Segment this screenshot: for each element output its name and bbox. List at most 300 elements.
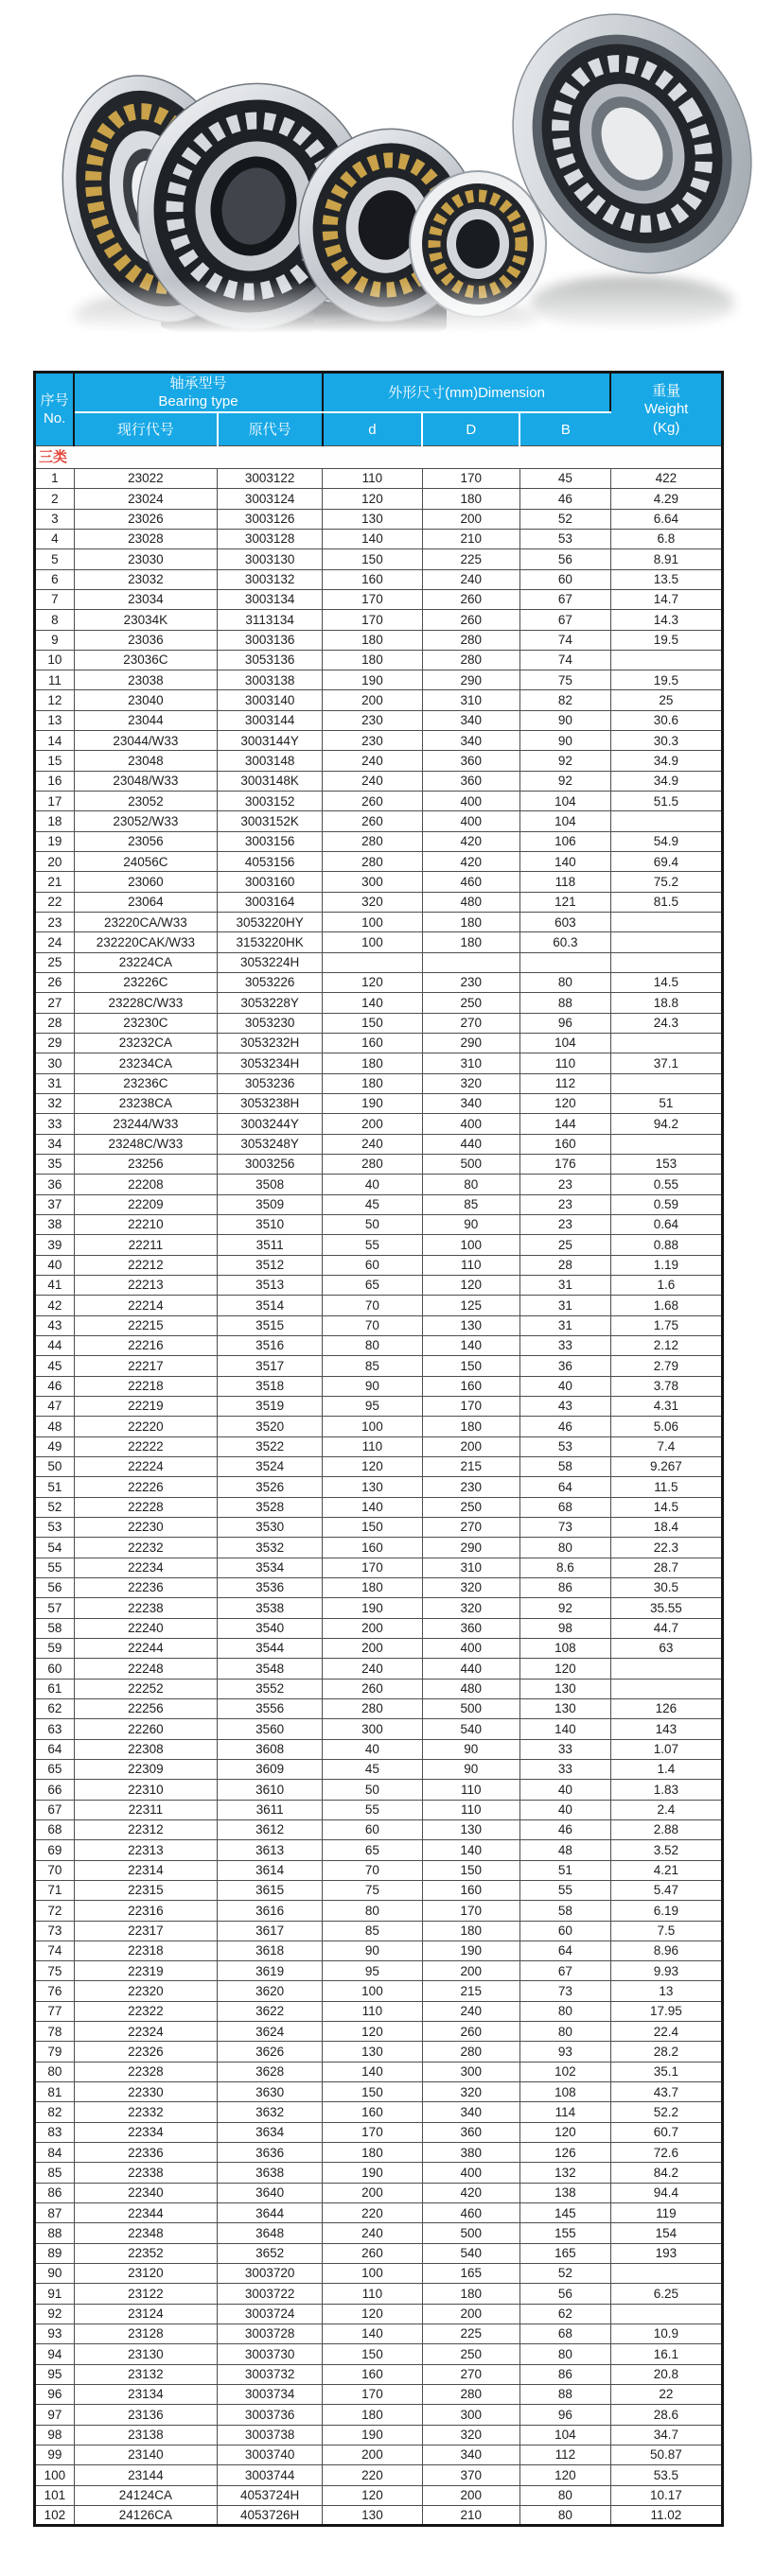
cell-D: 400 [422,2163,519,2183]
cell-no: 22 [35,892,75,912]
cell-B: 25 [519,1235,610,1255]
cell-no: 64 [35,1739,75,1759]
cell-current-code: 23040 [74,690,217,710]
cell-weight: 1.4 [610,1759,722,1779]
bearings-photo-illustration [0,0,757,333]
cell-d: 230 [323,710,422,730]
cell-original-code: 3003736 [218,2405,323,2425]
cell-original-code: 3511 [218,1235,323,1255]
cell-B: 82 [519,690,610,710]
cell-current-code: 23038 [74,670,217,690]
cell-original-code: 3634 [218,2122,323,2142]
cell-d: 220 [323,2203,422,2223]
cell-d: 180 [323,630,422,650]
cell-B: 80 [519,2485,610,2505]
table-row [35,2203,723,2223]
cell-weight: 19.5 [610,630,722,650]
cell-current-code: 22236 [74,1577,217,1597]
cell-no: 16 [35,771,75,791]
cell-weight: 30.5 [610,1577,722,1597]
cell-D: 130 [422,1315,519,1335]
cell-weight: 14.5 [610,973,722,993]
cell-original-code: 3510 [218,1215,323,1235]
cell-original-code: 3003730 [218,2344,323,2364]
table-row [35,771,723,791]
cell-d [323,952,422,972]
cell-original-code: 3003144 [218,710,323,730]
cell-B: 74 [519,630,610,650]
cell-D: 340 [422,1094,519,1114]
cell-weight: 28.6 [610,2405,722,2425]
cell-d: 65 [323,1276,422,1296]
cell-d: 85 [323,1356,422,1376]
cell-weight: 8.96 [610,1941,722,1960]
cell-current-code: 22330 [74,2082,217,2102]
table-row [35,1417,723,1436]
cell-no: 43 [35,1315,75,1335]
cell-current-code: 23048 [74,751,217,771]
cell-no: 86 [35,2183,75,2202]
cell-weight: 30.6 [610,710,722,730]
header-dimension [323,373,611,413]
cell-weight [610,1134,722,1154]
cell-D: 300 [422,2405,519,2425]
cell-no: 30 [35,1053,75,1073]
cell-current-code: 23138 [74,2425,217,2445]
cell-original-code: 3556 [218,1698,323,1718]
cell-d: 100 [323,913,422,932]
cell-D: 170 [422,1901,519,1921]
cell-original-code: 3516 [218,1335,323,1355]
cell-weight: 75.2 [610,872,722,892]
cell-weight: 37.1 [610,1053,722,1073]
cell-current-code: 23248C/W33 [74,1134,217,1154]
cell-B: 160 [519,1134,610,1154]
cell-weight: 1.6 [610,1276,722,1296]
cell-D: 210 [422,529,519,548]
cell-no: 58 [35,1618,75,1638]
cell-no: 44 [35,1335,75,1355]
cell-current-code: 22324 [74,2022,217,2042]
cell-d: 80 [323,1335,422,1355]
cell-current-code: 23230C [74,1013,217,1033]
cell-current-code: 22228 [74,1497,217,1517]
cell-B: 67 [519,610,610,630]
cell-original-code: 3612 [218,1819,323,1839]
cell-current-code: 23034K [74,610,217,630]
cell-D: 540 [422,1719,519,1739]
cell-D: 160 [422,1376,519,1396]
cell-weight: 1.83 [610,1780,722,1800]
table-row [35,973,723,993]
bearings-photo [0,0,757,333]
cell-weight: 154 [610,2223,722,2243]
cell-d: 180 [323,650,422,670]
cell-weight: 60.7 [610,2122,722,2142]
cell-no: 78 [35,2022,75,2042]
cell-current-code: 23238CA [74,1094,217,1114]
cell-weight: 2.4 [610,1800,722,1819]
table-row [35,1538,723,1558]
cell-B: 64 [519,1941,610,1960]
cell-d: 200 [323,690,422,710]
cell-no: 92 [35,2304,75,2324]
cell-D: 320 [422,1598,519,1618]
cell-d: 240 [323,751,422,771]
cell-original-code: 3003740 [218,2445,323,2465]
cell-current-code: 22232 [74,1538,217,1558]
table-row [35,1739,723,1759]
cell-D: 270 [422,2364,519,2384]
cell-current-code: 23132 [74,2364,217,2384]
cell-original-code: 3003734 [218,2385,323,2405]
cell-B: 126 [519,2143,610,2163]
cell-weight: 9.267 [610,1456,722,1476]
cell-D: 225 [422,2324,519,2344]
cell-current-code: 22215 [74,1315,217,1335]
cell-D: 270 [422,1517,519,1537]
cell-weight: 13.5 [610,569,722,589]
cell-B: 176 [519,1155,610,1175]
cell-d: 240 [323,771,422,791]
cell-weight: 54.9 [610,831,722,851]
cell-weight: 34.7 [610,2425,722,2445]
cell-d: 140 [323,993,422,1013]
cell-original-code: 3003152K [218,811,323,831]
cell-D: 250 [422,1497,519,1517]
table-row [35,2062,723,2081]
cell-current-code: 23034 [74,589,217,609]
cell-current-code: 23036C [74,650,217,670]
cell-B: 138 [519,2183,610,2202]
cell-original-code: 3003732 [218,2364,323,2384]
cell-current-code: 22211 [74,1235,217,1255]
cell-d: 200 [323,2445,422,2465]
cell-B: 130 [519,1679,610,1698]
table-row [35,1073,723,1093]
cell-current-code: 22230 [74,1517,217,1537]
table-row [35,1013,723,1033]
cell-d: 160 [323,1538,422,1558]
cell-original-code: 3638 [218,2163,323,2183]
cell-no: 10 [35,650,75,670]
cell-original-code: 3618 [218,1941,323,1960]
cell-no: 98 [35,2425,75,2445]
cell-B: 28 [519,1255,610,1275]
cell-current-code: 22219 [74,1396,217,1416]
cell-no: 36 [35,1175,75,1194]
table-row [35,630,723,650]
cell-d: 60 [323,1819,422,1839]
cell-no: 70 [35,1860,75,1880]
cell-B: 56 [519,2284,610,2304]
cell-d: 150 [323,2344,422,2364]
cell-d: 130 [323,1477,422,1497]
cell-D: 225 [422,549,519,569]
cell-D: 190 [422,1941,519,1960]
cell-B: 52 [519,509,610,529]
table-row [35,569,723,589]
cell-B: 90 [519,731,610,751]
cell-current-code: 23236C [74,1073,217,1093]
cell-current-code: 23228C/W33 [74,993,217,1013]
cell-no: 54 [35,1538,75,1558]
cell-D: 180 [422,1417,519,1436]
cell-D: 320 [422,1073,519,1093]
cell-weight: 1.19 [610,1255,722,1275]
cell-d: 230 [323,731,422,751]
cell-B: 88 [519,993,610,1013]
cell-no: 74 [35,1941,75,1960]
cell-D: 360 [422,771,519,791]
table-row [35,549,723,569]
cell-d: 90 [323,1376,422,1396]
cell-D: 310 [422,690,519,710]
cell-original-code: 4053726H [218,2506,323,2526]
cell-no: 99 [35,2445,75,2465]
cell-d: 120 [323,489,422,509]
cell-D: 150 [422,1356,519,1376]
cell-original-code: 3615 [218,1880,323,1900]
cell-original-code: 3622 [218,2001,323,2021]
cell-d: 110 [323,1436,422,1456]
cell-current-code: 22320 [74,1981,217,2001]
table-row [35,1114,723,1134]
header-dimension-label: 外形尺寸(mm)Dimension [388,384,545,401]
cell-B: 98 [519,1618,610,1638]
cell-B: 140 [519,1719,610,1739]
cell-no: 25 [35,952,75,972]
cell-d: 280 [323,1155,422,1175]
cell-no: 29 [35,1034,75,1053]
table-row [35,1840,723,1860]
cell-current-code: 22348 [74,2223,217,2243]
cell-no: 1 [35,468,75,488]
cell-weight [610,2304,722,2324]
cell-no: 40 [35,1255,75,1275]
cell-no: 88 [35,2223,75,2243]
cell-weight: 24.3 [610,1013,722,1033]
cell-D: 500 [422,1155,519,1175]
cell-current-code: 22326 [74,2042,217,2062]
cell-B: 55 [519,1880,610,1900]
cell-d: 180 [323,1577,422,1597]
cell-original-code: 3514 [218,1296,323,1315]
cell-B: 46 [519,1417,610,1436]
cell-no: 24 [35,932,75,952]
cell-original-code: 3515 [218,1315,323,1335]
cell-original-code: 3153220HK [218,932,323,952]
table-row [35,872,723,892]
cell-D: 170 [422,468,519,488]
cell-no: 33 [35,1114,75,1134]
cell-weight [610,2264,722,2284]
cell-D [422,952,519,972]
cell-d: 100 [323,1417,422,1436]
cell-B: 96 [519,1013,610,1033]
cell-weight: 43.7 [610,2082,722,2102]
cell-d: 60 [323,1255,422,1275]
table-row [35,2385,723,2405]
cell-original-code: 3644 [218,2203,323,2223]
cell-original-code: 3508 [218,1175,323,1194]
cell-current-code: 22213 [74,1276,217,1296]
cell-D: 280 [422,630,519,650]
cell-current-code: 22311 [74,1800,217,1819]
cell-D: 420 [422,2183,519,2202]
table-row [35,2042,723,2062]
cell-d: 70 [323,1315,422,1335]
cell-D: 110 [422,1780,519,1800]
cell-D: 250 [422,993,519,1013]
cell-d: 110 [323,2001,422,2021]
cell-original-code: 3003128 [218,529,323,548]
cell-no: 62 [35,1698,75,1718]
cell-weight: 28.2 [610,2042,722,2062]
cell-D: 540 [422,2243,519,2263]
cell-d: 70 [323,1296,422,1315]
table-body [35,445,723,2525]
cell-D: 240 [422,2001,519,2021]
cell-d: 240 [323,2223,422,2243]
cell-d: 300 [323,1719,422,1739]
cell-D: 260 [422,2022,519,2042]
cell-no: 71 [35,1880,75,1900]
cell-weight: 4.31 [610,1396,722,1416]
cell-no: 8 [35,610,75,630]
table-row [35,1456,723,1476]
cell-D: 160 [422,1880,519,1900]
cell-D: 370 [422,2465,519,2485]
cell-original-code: 3544 [218,1638,323,1658]
cell-current-code: 22352 [74,2243,217,2263]
cell-B: 92 [519,751,610,771]
cell-B: 46 [519,1819,610,1839]
cell-D: 180 [422,913,519,932]
cell-current-code: 22328 [74,2062,217,2081]
table-row [35,1719,723,1739]
cell-D: 270 [422,1013,519,1033]
cell-no: 80 [35,2062,75,2081]
cell-weight: 7.5 [610,1921,722,1941]
cell-weight: 10.17 [610,2485,722,2505]
cell-d: 130 [323,509,422,529]
table-row [35,1034,723,1053]
cell-B: 92 [519,771,610,791]
cell-original-code: 3620 [218,1981,323,2001]
cell-weight: 69.4 [610,852,722,872]
cell-original-code: 3636 [218,2143,323,2163]
cell-d: 130 [323,2042,422,2062]
table-row [35,1819,723,1839]
cell-current-code: 22214 [74,1296,217,1315]
cell-B: 80 [519,2506,610,2526]
cell-original-code: 3003144Y [218,731,323,751]
cell-no: 15 [35,751,75,771]
cell-B: 51 [519,1860,610,1880]
cell-no: 12 [35,690,75,710]
header-bearing-type-en: Bearing type [158,393,238,410]
table-row [35,468,723,488]
cell-B: 120 [519,1659,610,1679]
cell-original-code: 3520 [218,1417,323,1436]
cell-B: 64 [519,1477,610,1497]
cell-original-code: 3640 [218,2183,323,2202]
cell-d: 110 [323,2284,422,2304]
table-row [35,2022,723,2042]
cell-D: 360 [422,1618,519,1638]
cell-no: 76 [35,1981,75,2001]
cell-d: 260 [323,1679,422,1698]
cell-original-code: 3524 [218,1456,323,1476]
cell-current-code: 24056C [74,852,217,872]
cell-original-code: 3608 [218,1739,323,1759]
cell-weight: 18.8 [610,993,722,1013]
cell-current-code: 22313 [74,1840,217,1860]
cell-d: 170 [323,610,422,630]
cell-D: 85 [422,1194,519,1214]
table-row [35,2223,723,2243]
cell-original-code: 4053724H [218,2485,323,2505]
cell-B: 144 [519,1114,610,1134]
cell-B: 33 [519,1335,610,1355]
cell-D: 440 [422,1659,519,1679]
table-row [35,1659,723,1679]
cell-current-code: 22238 [74,1598,217,1618]
cell-D: 290 [422,670,519,690]
table-row [35,892,723,912]
header-weight [610,373,722,446]
cell-D: 280 [422,2385,519,2405]
cell-original-code: 3003728 [218,2324,323,2344]
cell-D: 90 [422,1759,519,1779]
cell-no: 95 [35,2364,75,2384]
cell-d: 140 [323,2324,422,2344]
cell-D: 460 [422,2203,519,2223]
cell-d: 260 [323,811,422,831]
table-row [35,1598,723,1618]
cell-current-code: 22260 [74,1719,217,1739]
table-row [35,1194,723,1214]
cell-D: 200 [422,509,519,529]
cell-original-code: 3522 [218,1436,323,1456]
cell-original-code: 3053232H [218,1034,323,1053]
table-row [35,1376,723,1396]
cell-original-code: 3003134 [218,589,323,609]
cell-B: 80 [519,1538,610,1558]
cell-weight: 6.64 [610,509,722,529]
cell-d: 150 [323,549,422,569]
cell-B: 118 [519,872,610,892]
table-row [35,2243,723,2263]
cell-B: 114 [519,2102,610,2122]
cell-current-code: 23226C [74,973,217,993]
cell-d: 190 [323,1094,422,1114]
cell-no: 13 [35,710,75,730]
cell-original-code: 3532 [218,1538,323,1558]
cell-D: 215 [422,1981,519,2001]
cell-no: 19 [35,831,75,851]
cell-weight: 20.8 [610,2364,722,2384]
cell-current-code: 23234CA [74,1053,217,1073]
cell-original-code: 3513 [218,1276,323,1296]
cell-no: 67 [35,1800,75,1819]
cell-B: 40 [519,1800,610,1819]
cell-B: 73 [519,1517,610,1537]
cell-current-code: 22226 [74,1477,217,1497]
cell-d: 180 [323,2143,422,2163]
table-row [35,811,723,831]
